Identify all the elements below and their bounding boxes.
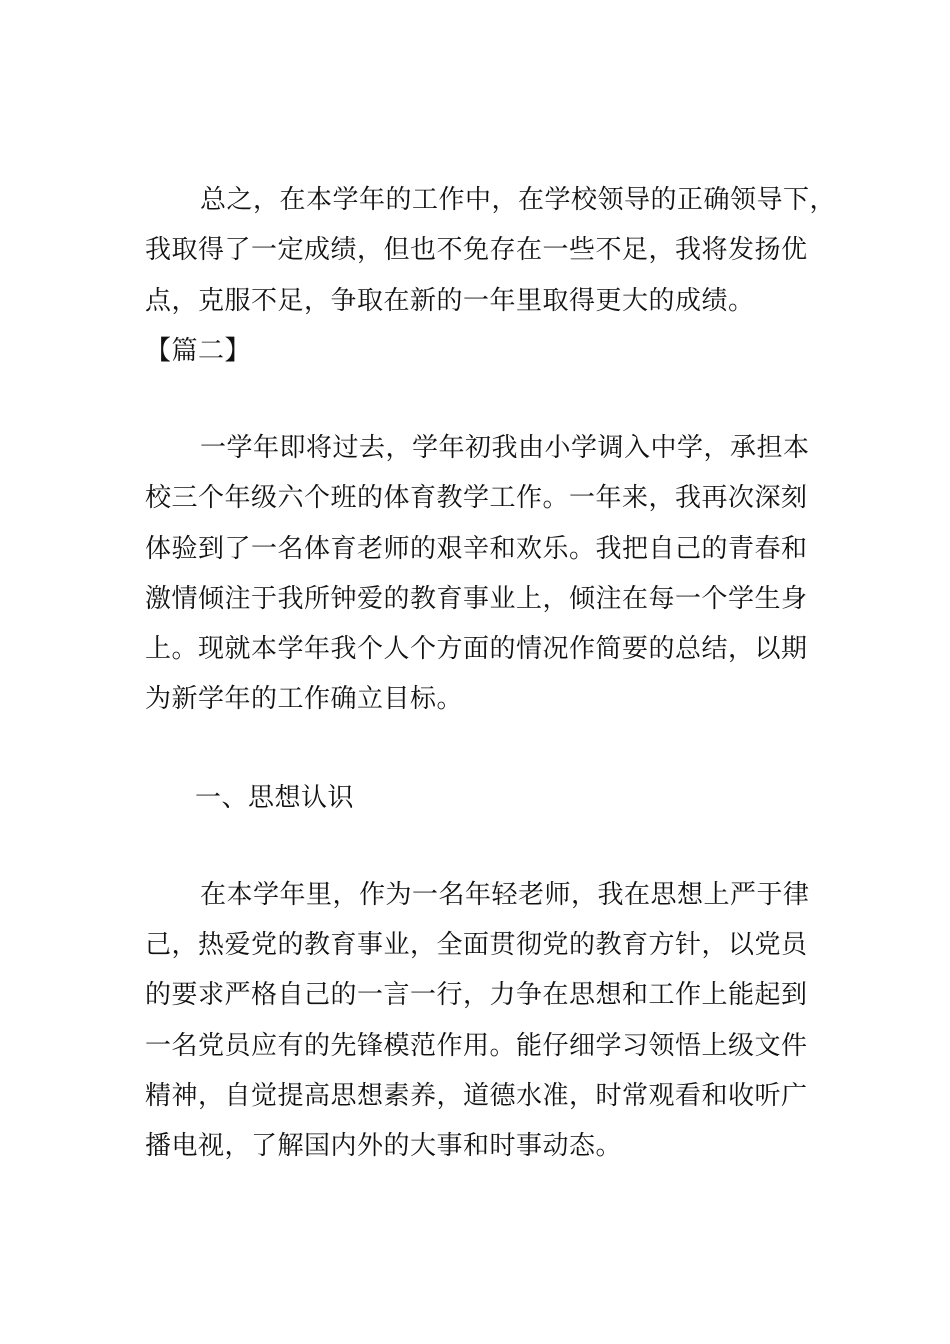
intro-line-4: 激情倾注于我所钟爱的教育事业上，倾注在每一个学生身 xyxy=(145,584,808,614)
intro-line-2: 校三个年级六个班的体育教学工作。一年来，我再次深刻 xyxy=(145,483,808,513)
thought-line-1: 在本学年里，作为一名年轻老师，我在思想上严于律 xyxy=(200,880,810,910)
conclusion-line-1: 总之，在本学年的工作中，在学校领导的正确领导下， xyxy=(200,185,837,215)
intro-line-5: 上。现就本学年我个人个方面的情况作简要的总结，以期 xyxy=(145,634,808,664)
thought-line-2: 己，热爱党的教育事业，全面贯彻党的教育方针，以党员 xyxy=(145,930,808,960)
thought-line-6: 播电视，了解国内外的大事和时事动态。 xyxy=(145,1131,623,1161)
thought-line-5: 精神，自觉提高思想素养，道德水准，时常观看和收听广 xyxy=(145,1081,808,1111)
thought-line-4: 一名党员应有的先锋模范作用。能仔细学习领悟上级文件 xyxy=(145,1031,808,1061)
conclusion-line-3: 点，克服不足，争取在新的一年里取得更大的成绩。 xyxy=(145,286,755,316)
intro-line-6: 为新学年的工作确立目标。 xyxy=(145,684,464,714)
section-heading: 一、思想认识 xyxy=(195,783,355,813)
section-marker: 【篇二】 xyxy=(145,336,252,366)
thought-line-3: 的要求严格自己的一言一行，力争在思想和工作上能起到 xyxy=(145,980,808,1010)
conclusion-line-2: 我取得了一定成绩，但也不免存在一些不足，我将发扬优 xyxy=(145,235,808,265)
intro-line-1: 一学年即将过去，学年初我由小学调入中学，承担本 xyxy=(200,433,810,463)
intro-line-3: 体验到了一名体育老师的艰辛和欢乐。我把自己的青春和 xyxy=(145,534,808,564)
